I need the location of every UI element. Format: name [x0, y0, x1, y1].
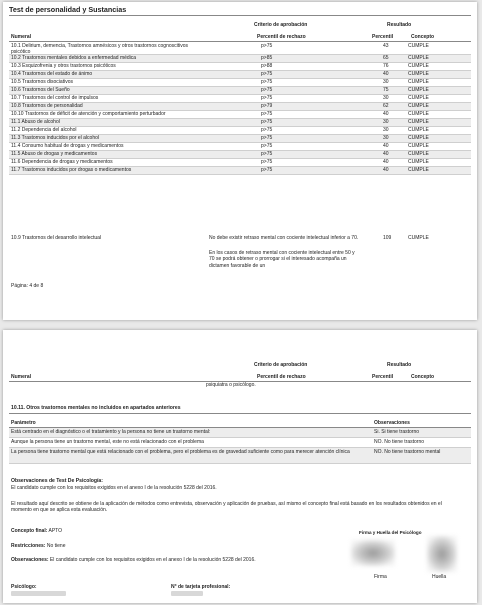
table-row-concepto: CUMPLE [408, 166, 429, 173]
table-row-numeral: 11.3 Trastornos inducidos por el alcohol [11, 134, 100, 141]
observaciones-title: Observaciones de Test De Psicología: [11, 478, 103, 484]
table-row-percentil: 40 [383, 142, 389, 149]
table-row-concepto: CUMPLE [408, 94, 429, 101]
table-row-criterio: p>75 [261, 166, 273, 173]
table-row-criterio-cont: En los casos de retraso mental con cociente intelectual entre 50 y 70 se podrá obtener o prorrogar si el interesado acompaña un dictamen favorable de un [209, 250, 355, 269]
table-row-concepto: CUMPLE [408, 158, 429, 165]
param-obs: Si. Si tiene trastorno [374, 429, 420, 435]
table-row-concepto: CUMPLE [408, 235, 429, 241]
table-row-numeral: 10.8 Trastornos de personalidad [11, 102, 83, 109]
observaciones-label: Observaciones: [11, 557, 49, 563]
pagination: Página: 4 de 8 [11, 283, 44, 289]
criterio-continuation: psiquiatra o psicólogo. [206, 382, 256, 388]
table-row-percentil: 30 [383, 126, 389, 133]
table-row-concepto: CUMPLE [408, 118, 429, 125]
table-row-criterio: p>75 [261, 86, 273, 93]
table-row-concepto: CUMPLE [408, 150, 429, 157]
criterio-header: Criterio de aprobación [254, 362, 308, 368]
signature-image [351, 540, 395, 566]
table-row-numeral: 10.2 Trastornos mentales debidos a enfermedad médica [11, 54, 137, 61]
table-row-concepto: CUMPLE [408, 42, 429, 49]
firma-label: Firma [374, 574, 387, 580]
table-row-criterio: p>75 [261, 126, 273, 133]
concepto-header: Concepto [411, 34, 435, 40]
tarjeta-label: N° de tarjeta profesional: [171, 584, 231, 590]
table-row-criterio: p>75 [261, 134, 273, 141]
criterio-header: Criterio de aprobación [254, 22, 308, 28]
table-row-criterio: p>75 [261, 78, 273, 85]
table-row-criterio: p>75 [261, 70, 273, 77]
table-row-numeral: 10.1 Delirium, demencia, Trastornos amnésicos y otros trastornos cognoscitivos psicótico [11, 42, 189, 55]
psicologo-name-redacted [11, 591, 66, 596]
param-row: Está centrado en el diagnóstico o el tratamiento y la persona no tiene un trastorno mental: [11, 429, 211, 435]
table-row-percentil: 40 [383, 150, 389, 157]
table-row-criterio: p>79 [261, 102, 273, 109]
table-row-percentil: 30 [383, 78, 389, 85]
table-row-numeral: 11.7 Trastornos inducidos por drogas o medicamentos [11, 166, 132, 173]
table-row-criterio: p>75 [261, 94, 273, 101]
table-row-numeral: 10.5 Trastornos disociativos [11, 78, 73, 85]
percentil-header: Percentil [372, 374, 394, 380]
table-row-concepto: CUMPLE [408, 86, 429, 93]
observaciones-header: Observaciones [374, 420, 410, 426]
resultado-header: Resultado [387, 362, 412, 368]
table-row-criterio: No debe existir retraso mental con cociente intelectual inferior a 70. [209, 235, 359, 241]
table-row-percentil: 30 [383, 134, 389, 141]
concepto-header: Concepto [411, 374, 435, 380]
table-row-percentil: 30 [383, 94, 389, 101]
table-row-numeral: 10.4 Trastornos del estado de ánimo [11, 70, 93, 77]
table-row-concepto: CUMPLE [408, 110, 429, 117]
concepto-final-label: Concepto final: [11, 528, 48, 534]
numeral-header: Numeral [11, 374, 32, 380]
result-description: El resultado aquí descrito se obtiene de la aplicación de métodos como entrevista, observación y aplicación de pruebas, así mismo el concepto final está basado en los resultados obtenidos en el momento en que se aplica esta evaluación. [11, 501, 442, 514]
table-row-numeral: 11.5 Abuso de drogas y medicamentos [11, 150, 98, 157]
table-row-numeral: 10.10 Trastornos de déficit de atención y comportamiento perturbador [11, 110, 166, 117]
param-obs: NO. No tiene trastorno mental [374, 449, 441, 455]
restricciones-label: Restricciones: [11, 543, 46, 549]
table-row-concepto: CUMPLE [408, 126, 429, 133]
table-row-criterio: p>75 [261, 150, 273, 157]
table-row-numeral: 11.6 Dependencia de drogas y medicamentos [11, 158, 113, 165]
restricciones-value: No tiene [46, 543, 66, 549]
param-obs: NO. No tiene trastorno [374, 439, 425, 445]
table-row-criterio: p>88 [261, 62, 273, 69]
observaciones-value: El candidato cumple con los requisitos exigidos en el anexo I de la resolución 5228 del 2016. [49, 557, 256, 563]
table-row-percentil: 40 [383, 166, 389, 173]
table-row-concepto: CUMPLE [408, 134, 429, 141]
observaciones-text: El candidato cumple con los requisitos exigidos en el anexo I de la resolución 5228 del 2016. [11, 485, 217, 491]
resultado-header: Resultado [387, 22, 412, 28]
parametro-header: Parámetro [11, 420, 36, 426]
fingerprint-image [427, 536, 457, 572]
table-row-numeral: 10.9 Trastornos del desarrollo intelectual [11, 235, 102, 241]
table-row-numeral: 11.1 Abuso de alcohol [11, 118, 60, 125]
section-title: Test de personalidad y Sustancias [9, 5, 127, 14]
firma-title: Firma y Huella del Psicólogo [359, 530, 422, 535]
tarjeta-number-redacted [171, 591, 203, 596]
table-row-percentil: 30 [383, 118, 389, 125]
numeral-header: Numeral [11, 34, 32, 40]
table-row-percentil: 62 [383, 102, 389, 109]
subsection-title: 10.11. Otros trastornos mentales no incluidos en apartados anteriores [11, 405, 181, 411]
table-row-concepto: CUMPLE [408, 142, 429, 149]
subsection-divider [9, 413, 471, 414]
psicologo-label: Psicólogo: [11, 584, 37, 590]
report-page-4 [3, 2, 477, 320]
table-row-numeral: 10.6 Trastornos del Sueño [11, 86, 70, 93]
param-row: Aunque la persona tiene un trastorno mental, este no está relacionado con el problema [11, 439, 204, 445]
param-row: La persona tiene trastorno mental que está relacionado con el problema, pero el problema es de gravedad suficiente como para merecer atención clínica [11, 449, 350, 455]
percentil-rechazo-header: Percentil de rechazo [257, 374, 306, 380]
table-row-concepto: CUMPLE [408, 102, 429, 109]
table-row-percentil: 43 [383, 42, 389, 49]
huella-label: Huella [432, 574, 447, 580]
table-row-criterio: p>75 [261, 118, 273, 125]
concepto-final-value: APTO [48, 528, 63, 534]
table-row-criterio: p>75 [261, 158, 273, 165]
percentil-header: Percentil [372, 34, 394, 40]
table-row-concepto: CUMPLE [408, 70, 429, 77]
table-row-numeral: 10.7 Trastornos del control de impulsos [11, 94, 99, 101]
table-row-percentil: 75 [383, 86, 389, 93]
table-row-concepto: CUMPLE [408, 54, 429, 61]
table-row-concepto: CUMPLE [408, 78, 429, 85]
table-row-numeral: 11.2 Dependencia del alcohol [11, 126, 77, 133]
table-row-percentil: 109 [383, 235, 392, 241]
table-row-percentil: 40 [383, 158, 389, 165]
table-row-criterio: p>75 [261, 142, 273, 149]
table-row-percentil: 76 [383, 62, 389, 69]
table-row-concepto: CUMPLE [408, 62, 429, 69]
table-row-numeral: 11.4 Consumo habitual de drogas y medicamentos [11, 142, 124, 149]
table-row-criterio: p>85 [261, 54, 273, 61]
report-page-5 [3, 330, 477, 603]
table-row-percentil: 40 [383, 110, 389, 117]
table-row-percentil: 65 [383, 54, 389, 61]
title-divider [9, 15, 471, 16]
table-row-percentil: 40 [383, 70, 389, 77]
table-row-numeral: 10.3 Esquizofrenia y otros trastornos psicóticos [11, 62, 116, 69]
table-row-criterio: p>75 [261, 110, 273, 117]
percentil-rechazo-header: Percentil de rechazo [257, 34, 306, 40]
table-row-criterio: p>75 [261, 42, 273, 49]
